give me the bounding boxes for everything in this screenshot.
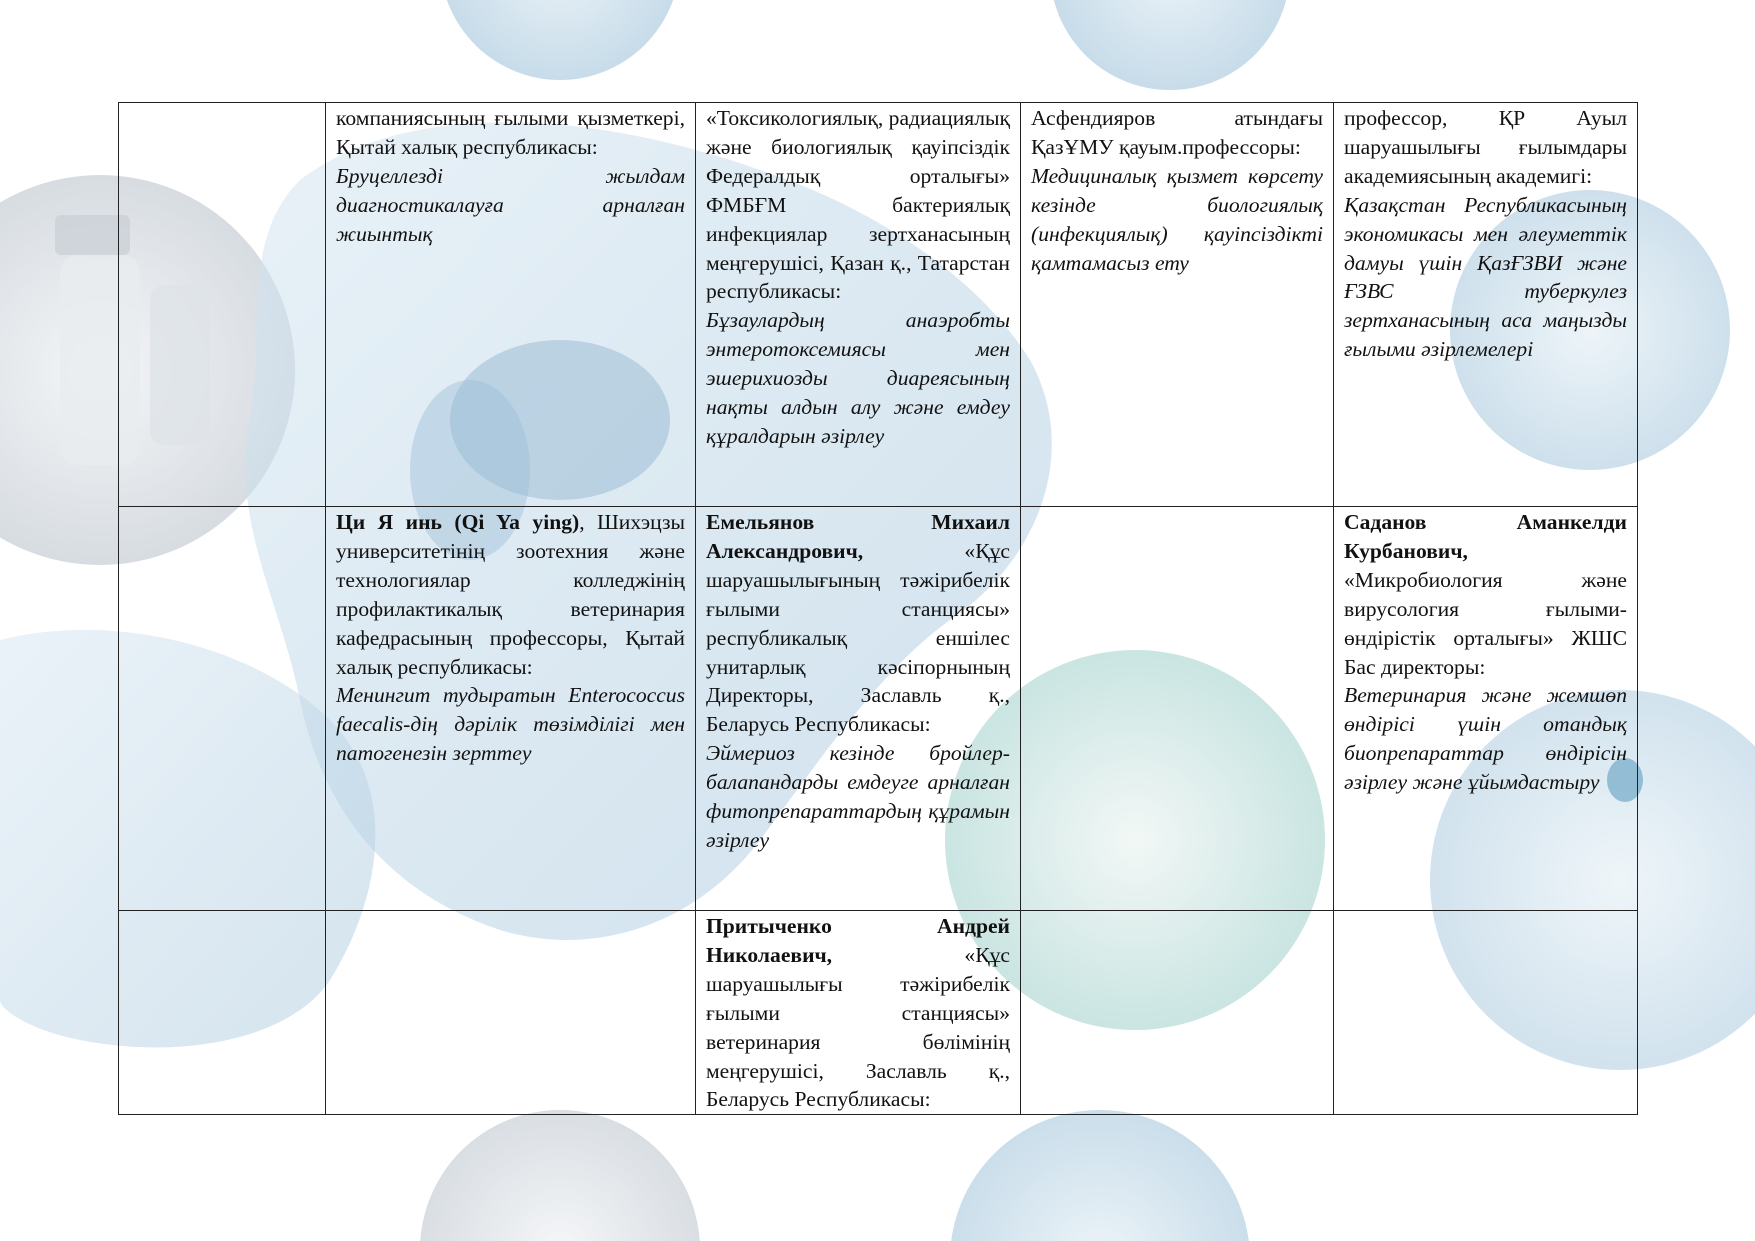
cell-text: профессор, ҚР Ауыл шаруашылығы ғылымдары академиясының академигі: <box>1344 106 1627 188</box>
cell-text-italic: Бұзаулардың анаэробты энтеротоксемиясы мен эшерихиозды диареясының нақты алдын алу және емдеу құралдарын әзірлеу <box>706 308 1010 448</box>
bubble-bottom-right <box>950 1110 1250 1241</box>
table-cell-r1c5 <box>1334 103 1638 507</box>
cell-text: Асфендияров атындағы ҚазҰМУ қауым.профессоры: <box>1031 106 1323 159</box>
table-row <box>119 507 1638 911</box>
table-cell-r2c5 <box>1334 507 1638 911</box>
table-row <box>119 911 1638 1115</box>
bubble-bottom-left <box>420 1110 700 1241</box>
cell-text-italic: Эймериоз кезінде бройлер-балапандарды емдеуге арналған фитопрепараттардың құрамын әзірлеу <box>706 741 1010 852</box>
cell-text: «Микробиология және вирусология ғылыми-өндірістік орталығы» ЖШС Бас директоры: <box>1344 567 1627 679</box>
table-cell-r1c3 <box>696 103 1021 507</box>
table-cell-r2c4 <box>1021 507 1334 911</box>
person-name: Саданов Аманкелди Курбанович, <box>1344 510 1627 563</box>
table-cell-r2c1 <box>119 507 326 911</box>
cell-text-italic: Бруцеллезді жылдам диагностикалауға арналған жиынтық <box>336 163 685 246</box>
table-cell-r3c2 <box>326 911 696 1115</box>
table-cell-r2c2 <box>326 507 696 911</box>
cell-text: «Токсикологиялық, радиациялық және биологиялық қауіпсіздік Федералдық орталығы» ФМБҒМ бактериялық инфекциялар зертханасының меңгерушісі, Қазан қ., Татарстан республикасы: <box>706 106 1010 304</box>
cell-text-italic: Ветеринария және жемшөп өндірісі үшін отандық биопрепараттар өндірісін әзірлеу және ұйымдастыру <box>1344 683 1627 795</box>
table-cell-r1c4 <box>1021 103 1334 507</box>
cell-text: «Құс шаруашылығының тәжірибелік ғылыми станциясы» республикалық еншілес унитарлық кәсіпорнының Директоры, Заславль қ., Беларусь Республикасы: <box>706 538 1010 737</box>
cell-text: «Құс шаруашылығы тәжірибелік ғылыми станциясы» ветеринария бөлімінің меңгерушісі, Заславль қ., Беларусь Республикасы: <box>706 942 1010 1112</box>
person-name: Ци Я инь (Qi Ya ying) <box>336 510 580 534</box>
cell-text-italic: Қазақстан Республикасының экономикасы мен әлеуметтік дамуы үшін ҚазҒЗВИ және ҒЗВС туберкулез зертханасының аса маңызды ғылыми әзірлемелері <box>1344 192 1627 362</box>
table-cell-r2c3 <box>696 507 1021 911</box>
table-cell-r1c1 <box>119 103 326 507</box>
bubble-top-left <box>440 0 680 80</box>
cell-text-italic: Медициналық қызмет көрсету кезінде биологиялық (инфекциялық) қауіпсіздікті қамтамасыз ету <box>1031 163 1323 275</box>
table-cell-r1c2 <box>326 103 696 507</box>
table-row <box>119 103 1638 507</box>
cell-text: , Шихэцзы университетінің зоотехния және технологиялар колледжінің профилактикалық ветеринария кафедрасының профессоры, Қытай халық республикасы: <box>336 510 685 679</box>
bubble-top-right <box>1050 0 1290 90</box>
person-name: Притыченко Андрей Николаевич, <box>706 914 1010 967</box>
person-name: Емельянов Михаил Александрович, <box>706 510 1010 563</box>
table-cell-r3c3 <box>696 911 1021 1115</box>
table-cell-r3c1 <box>119 911 326 1115</box>
data-table <box>118 102 1638 1115</box>
cell-text: компаниясының ғылыми қызметкері, Қытай халық республикасы: <box>336 106 685 159</box>
table-cell-r3c4 <box>1021 911 1334 1115</box>
cell-text-italic: Менингит тудыратын Enterococcus faecalis-дің дәрілік төзімділігі мен патогенезін зерттеу <box>336 683 685 766</box>
table-cell-r3c5 <box>1334 911 1638 1115</box>
